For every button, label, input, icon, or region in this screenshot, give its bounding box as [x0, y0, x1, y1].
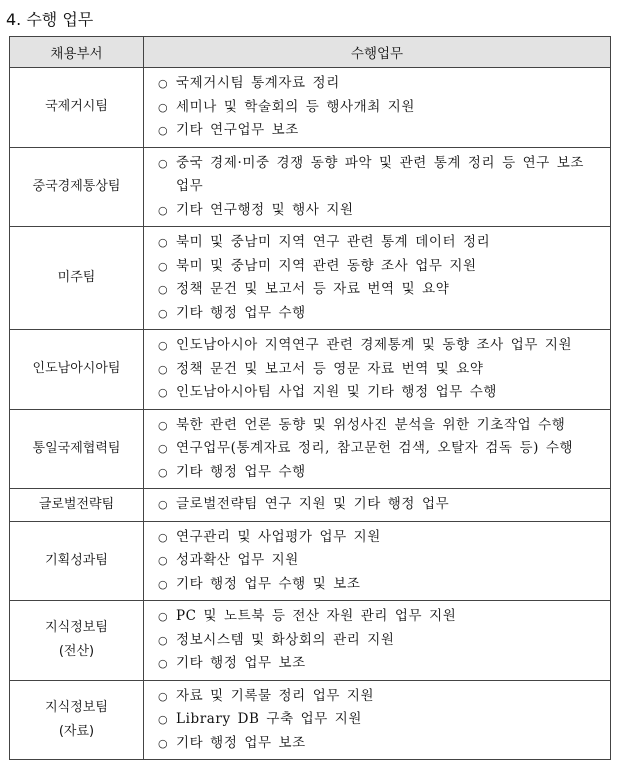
duty-text: 북미 및 중남미 지역 연구 관련 통계 데이터 정리 [176, 234, 491, 250]
department-name: 미주팀 [57, 270, 96, 285]
duty-text: 인도남아시아 지역연구 관련 경제통계 및 동향 조사 업무 지원 [176, 337, 573, 353]
duty-text: 연구업무(통계자료 정리, 참고문헌 검색, 오탈자 검독 등) 수행 [176, 440, 574, 456]
duty-text: 북한 관련 언론 동향 및 위성사진 분석을 위한 기초작업 수행 [176, 416, 566, 433]
duty-text: 인도남아시아팀 사업 지원 및 기타 행정 업무 수행 [176, 384, 498, 400]
circle-bullet-icon: ○ [158, 100, 169, 114]
duty-list [158, 414, 602, 485]
department-name: 통일국제협력팀 [32, 440, 121, 456]
table-row [10, 489, 611, 522]
table-row [10, 68, 611, 148]
table-row [10, 601, 611, 681]
duty-item [158, 414, 602, 438]
duty-text: 연구관리 및 사업평가 업무 지원 [176, 528, 381, 545]
circle-bullet-icon: ○ [158, 339, 169, 352]
duty-item [158, 231, 602, 255]
department-name: 지식정보팀 [45, 620, 108, 636]
duties-cell [144, 147, 611, 227]
table-header-row [10, 37, 611, 68]
duty-item [158, 708, 602, 732]
circle-bullet-icon: ○ [158, 156, 169, 170]
duty-item [158, 732, 602, 756]
duty-item [158, 278, 602, 302]
department-name: 인도남아시아팀 [32, 361, 121, 377]
circle-bullet-icon: ○ [158, 465, 169, 479]
duty-item [158, 199, 602, 223]
circle-bullet-icon: ○ [158, 259, 169, 273]
duty-item [158, 605, 602, 629]
duty-item [158, 358, 602, 382]
circle-bullet-icon: ○ [158, 577, 169, 591]
circle-bullet-icon: ○ [158, 418, 169, 432]
duty-text: 기타 행정 업무 수행 및 보조 [176, 575, 361, 592]
circle-bullet-icon: ○ [158, 124, 169, 137]
duty-text: 글로벌전략팀 연구 지원 및 기타 행정 업무 [176, 496, 450, 512]
section-title: 4. 수행 업무 [6, 10, 94, 29]
header-duties: 수행업무 [144, 37, 611, 68]
duties-cell [144, 227, 611, 330]
duty-text: 자료 및 기록물 정리 업무 지원 [176, 687, 375, 704]
duty-item [158, 255, 602, 279]
duty-item [158, 381, 602, 405]
circle-bullet-icon: ○ [158, 77, 169, 90]
duty-list [158, 493, 602, 517]
circle-bullet-icon: ○ [158, 203, 169, 217]
duty-text: 기타 행정 업무 수행 [176, 304, 306, 321]
duty-list [158, 231, 602, 325]
duty-text: 기타 연구행정 및 행사 지원 [176, 201, 354, 218]
circle-bullet-icon: ○ [158, 442, 169, 455]
duty-item [158, 685, 602, 709]
duty-item [158, 96, 602, 120]
circle-bullet-icon: ○ [158, 236, 169, 249]
duty-text: 국제거시팀 통계자료 정리 [176, 75, 340, 91]
circle-bullet-icon: ○ [158, 362, 169, 376]
department-cell [10, 680, 144, 760]
duties-cell [144, 680, 611, 760]
duty-item [158, 526, 602, 550]
department-cell [10, 601, 144, 681]
duty-list [158, 72, 602, 143]
duties-cell [144, 409, 611, 489]
duty-item [158, 652, 602, 676]
table-row [10, 330, 611, 410]
duty-text: PC 및 노트북 등 전산 자원 관리 업무 지원 [176, 608, 457, 624]
table-row [10, 521, 611, 601]
duty-text: Library DB 구축 업무 지원 [176, 711, 363, 727]
department-name: 중국경제통상팀 [32, 178, 121, 194]
duty-text: 기타 행정 업무 수행 [176, 463, 306, 480]
department-name: 지식정보팀 [45, 699, 108, 715]
circle-bullet-icon: ○ [158, 657, 169, 670]
duty-text: 중국 경제·미중 경쟁 동향 파악 및 관련 통계 정리 등 연구 보조 업무 [176, 154, 585, 194]
table-row [10, 227, 611, 330]
duty-text: 정보시스템 및 화상회의 관리 지원 [176, 631, 395, 648]
circle-bullet-icon: ○ [158, 498, 169, 511]
duty-text: 기타 행정 업무 보조 [176, 655, 306, 671]
duties-cell [144, 521, 611, 601]
duties-cell [144, 68, 611, 148]
department-name: 기획성과팀 [45, 552, 108, 568]
duty-text: 북미 및 중남미 지역 관련 동향 조사 업무 지원 [176, 257, 477, 274]
department-name: (전산) [58, 644, 95, 660]
circle-bullet-icon: ○ [158, 689, 169, 703]
duty-table [9, 36, 611, 760]
duty-item [158, 119, 602, 143]
header-department: 채용부서 [10, 37, 144, 68]
table-row [10, 409, 611, 489]
department-name: 글로벌전략팀 [38, 496, 115, 512]
duty-list [158, 334, 602, 405]
duty-item [158, 302, 602, 326]
duties-cell [144, 330, 611, 410]
duties-cell [144, 489, 611, 522]
duty-list [158, 685, 602, 756]
duty-item [158, 573, 602, 597]
duty-list [158, 152, 602, 223]
duties-cell [144, 601, 611, 681]
department-cell [10, 489, 144, 522]
duty-text: 세미나 및 학술회의 등 행사개최 지원 [176, 98, 416, 115]
duty-item [158, 334, 602, 358]
circle-bullet-icon: ○ [158, 736, 169, 750]
duty-text: 기타 연구업무 보조 [176, 122, 299, 138]
table-row [10, 680, 611, 760]
circle-bullet-icon: ○ [158, 386, 169, 399]
circle-bullet-icon: ○ [158, 610, 169, 623]
department-cell [10, 68, 144, 148]
circle-bullet-icon: ○ [158, 530, 169, 544]
circle-bullet-icon: ○ [158, 306, 169, 320]
table-row [10, 147, 611, 227]
duty-item [158, 152, 602, 199]
duty-text: 정책 문건 및 보고서 등 자료 번역 및 요약 [176, 281, 450, 297]
duty-item [158, 493, 602, 517]
department-cell [10, 330, 144, 410]
duty-text: 성과확산 업무 지원 [176, 552, 299, 568]
duty-text: 기타 행정 업무 보조 [176, 734, 306, 751]
department-cell [10, 227, 144, 330]
duty-item [158, 461, 602, 485]
department-name: (자료) [58, 723, 95, 739]
department-cell [10, 521, 144, 601]
circle-bullet-icon: ○ [158, 633, 169, 647]
circle-bullet-icon: ○ [158, 713, 169, 726]
duty-text: 정책 문건 및 보고서 등 영문 자료 번역 및 요약 [176, 360, 484, 377]
department-name: 국제거시팀 [45, 99, 108, 115]
duty-item [158, 72, 602, 96]
duty-item [158, 549, 602, 573]
duty-list [158, 526, 602, 597]
department-cell [10, 147, 144, 227]
circle-bullet-icon: ○ [158, 283, 169, 296]
duty-item [158, 437, 602, 461]
duty-list [158, 605, 602, 676]
duty-item [158, 629, 602, 653]
department-cell [10, 409, 144, 489]
circle-bullet-icon: ○ [158, 554, 169, 567]
